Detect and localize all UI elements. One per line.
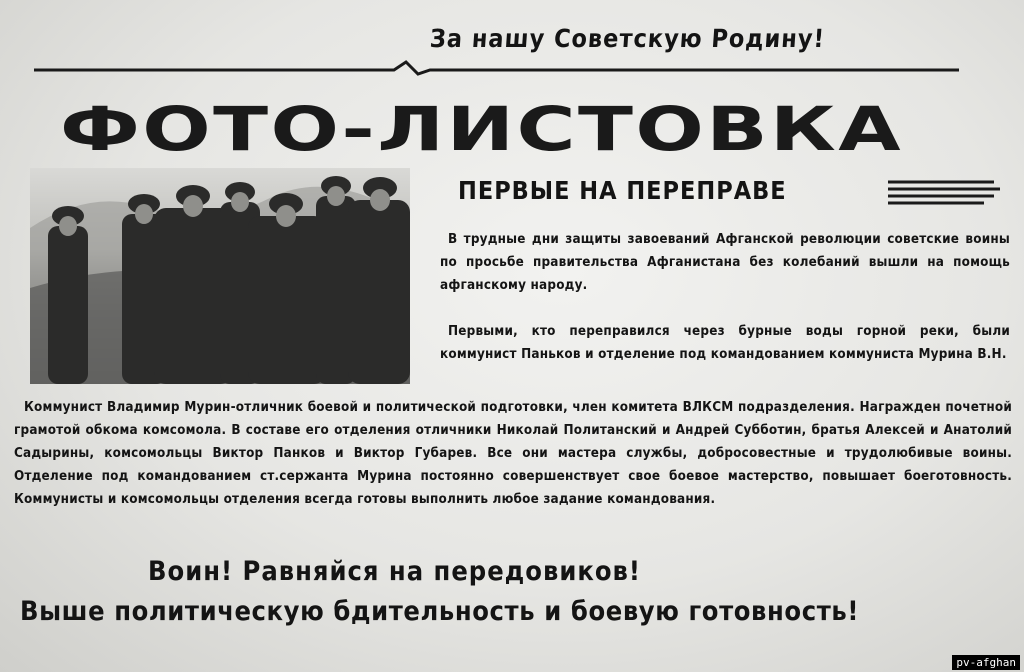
watermark: pv-afghan bbox=[952, 655, 1020, 670]
paragraph-intro: В трудные дни защиты завоеваний Афганской революции советские воины по просьбе правительства Афганистана без колебаний вышли на помощь афганскому народу. bbox=[440, 232, 1010, 293]
soldiers-photo bbox=[30, 168, 410, 384]
header-rule bbox=[34, 58, 964, 80]
subtitle: ПЕРВЫЕ НА ПЕРЕПРАВЕ bbox=[458, 176, 787, 205]
paragraph-first-crossing: Первыми, кто переправился через бурные воды горной реки, были коммунист Паньков и отделение под командованием коммуниста Мурина В.Н. bbox=[440, 324, 1010, 362]
bottom-slogan-1: Воин! Равняйся на передовиков! bbox=[148, 556, 642, 587]
bottom-slogan-2: Выше политическую бдительность и боевую готовность! bbox=[20, 596, 860, 627]
top-slogan: За нашу Советскую Родину! bbox=[428, 24, 826, 53]
main-title: ФОТО-ЛИСТОВКА bbox=[60, 94, 904, 165]
paragraph-murin: Коммунист Владимир Мурин-отличник боевой и политической подготовки, член комитета ВЛКСМ подразделения. Награжден почетной грамотой обкома комсомола. В составе его отделения отличники Николай Политанский и Андрей Субботин, братья Алексей и Анатолий Садырины, комсомольцы Виктор Панков и Виктор Губарев. Все они мастера службы, добросовестные и трудолюбивые воины. Отделение под командованием ст.сержанта Мурина постоянно совершенствует свое боевое мастерство, повышает боеготовность. Коммунисты и комсомольцы отделения всегда готовы выполнить любое задание командования. bbox=[14, 400, 1012, 507]
subtitle-dash-lines bbox=[884, 176, 1004, 210]
